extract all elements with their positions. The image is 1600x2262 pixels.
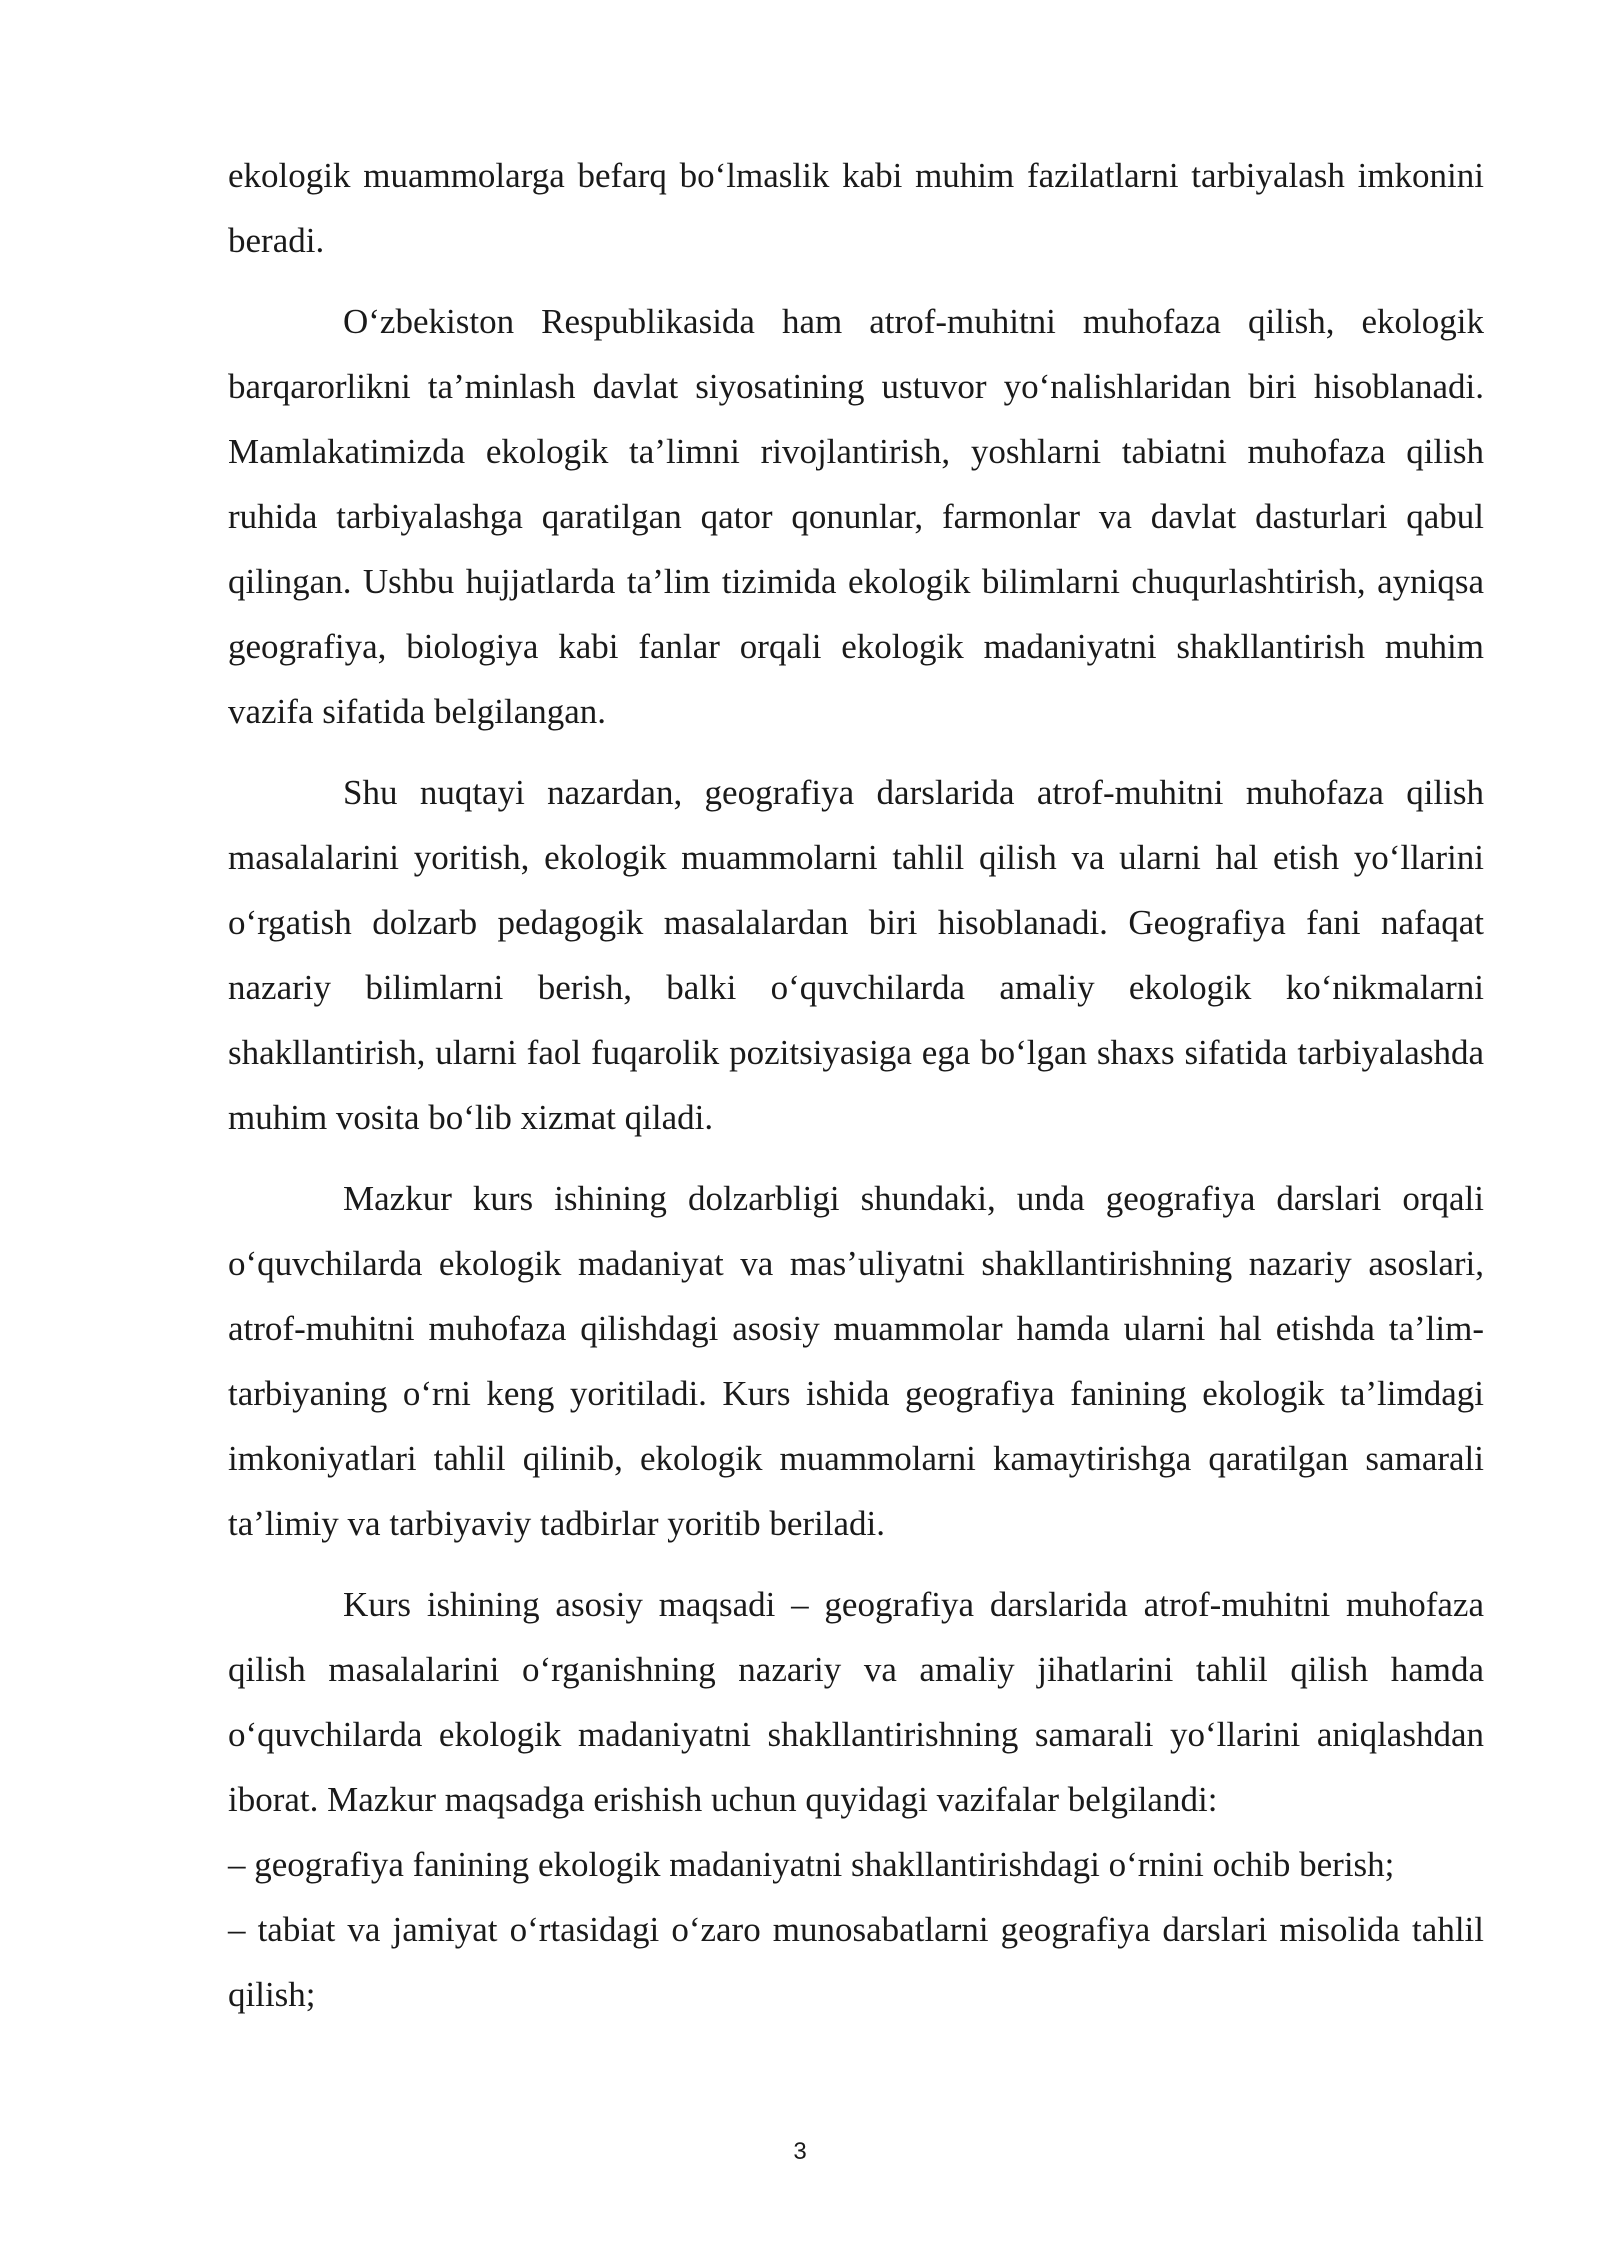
task-item-1: – geografiya fanining ekologik madaniyatni shakllantirishdagi o‘rnini ochib berish; xyxy=(228,1845,1395,1884)
aim-text: Kurs ishining asosiy maqsadi – geografiya darslarida atrof-muhitni muhofaza qilish masalalarini o‘rganishning nazariy va amaliy jihatlarini tahlil qilish hamda o‘quvchilarda ekologik madaniyatni shakllantirishning samarali yo‘llarini aniqlashdan iborat. Mazkur maqsadga erishish uchun quyidagi vazifalar belgilandi: xyxy=(228,1585,1484,1819)
paragraph-aim xyxy=(228,1572,1484,1832)
page-number: 3 xyxy=(793,2138,807,2165)
paragraph-relevance: Mazkur kurs ishining dolzarbligi shundaki, unda geografiya darslari orqali o‘quvchilarda ekologik madaniyat va mas’uliyatni shakllantirishning nazariy asoslari, atrof-muhitni muhofaza qilishdagi asosiy muammolar hamda ularni hal etishda ta’lim-tarbiyaning o‘rni keng yoritiladi. Kurs ishida geografiya fanining ekologik ta’limdagi imkoniyatlari tahlil qilinib, ekologik muammolarni kamaytirishga qaratilgan samarali ta’limiy va tarbiyaviy tadbirlar yoritib beriladi. xyxy=(228,1179,1484,1543)
paragraph-geography-lessons: Shu nuqtayi nazardan, geografiya darslarida atrof-muhitni muhofaza qilish masalalarini yoritish, ekologik muammolarni tahlil qilish va ularni hal etish yo‘llarini o‘rgatish dolzarb pedagogik masalalardan biri hisoblanadi. Geografiya fani nafaqat nazariy bilimlarni berish, balki o‘quvchilarda amaliy ekologik ko‘nikmalarni shakllantirish, ularni faol fuqarolik pozitsiyasiga ega bo‘lgan shaxs sifatida tarbiyalashda muhim vosita bo‘lib xizmat qiladi. xyxy=(228,773,1484,1137)
body-text xyxy=(228,143,1484,2027)
paragraph-continuation: ekologik muammolarga befarq bo‘lmaslik kabi muhim fazilatlarni tarbiyalash imkonini beradi. xyxy=(228,156,1484,260)
task-item-2: – tabiat va jamiyat o‘rtasidagi o‘zaro munosabatlarni geografiya darslari misolida tahlil qilish; xyxy=(228,1910,1484,2014)
paragraph-state-policy: O‘zbekiston Respublikasida ham atrof-muhitni muhofaza qilish, ekologik barqarorlikni ta’minlash davlat siyosatining ustuvor yo‘nalishlaridan biri hisoblanadi. Mamlakatimizda ekologik ta’limni rivojlantirish, yoshlarni tabiatni muhofaza qilish ruhida tarbiyalashga qaratilgan qator qonunlar, farmonlar va davlat dasturlari qabul qilingan. Ushbu hujjatlarda ta’lim tizimida ekologik bilimlarni chuqurlashtirish, ayniqsa geografiya, biologiya kabi fanlar orqali ekologik madaniyatni shakllantirish muhim vazifa sifatida belgilangan. xyxy=(228,302,1484,731)
